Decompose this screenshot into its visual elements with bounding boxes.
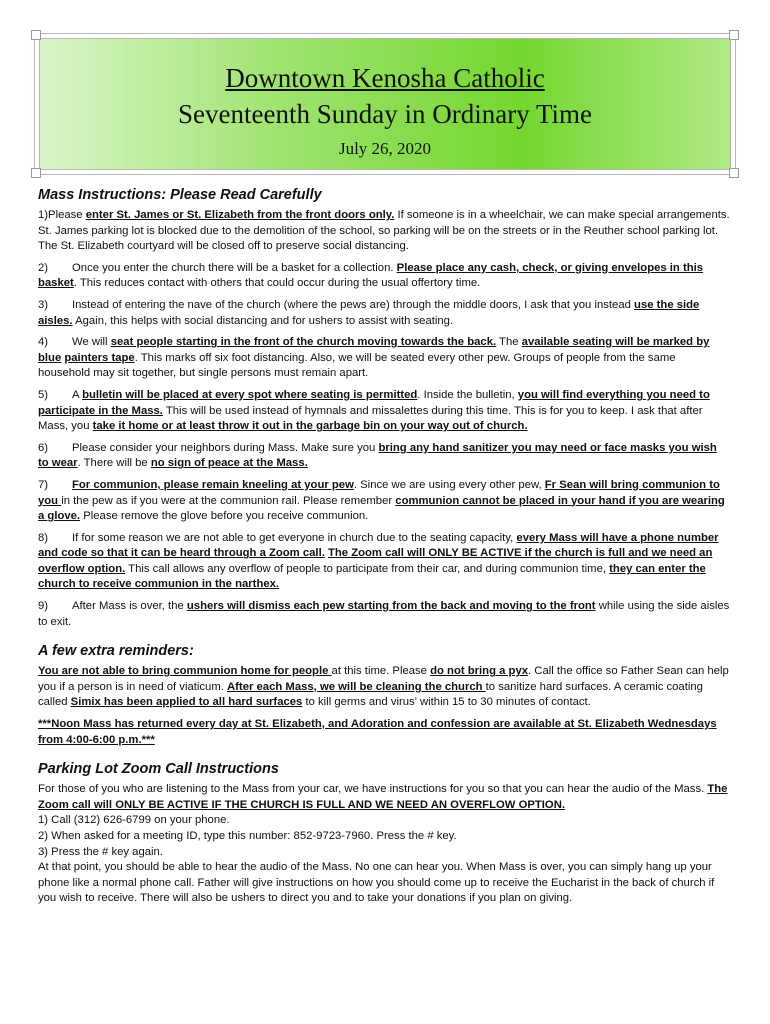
parking-step: 2) When asked for a meeting ID, type this number: 852-9723-7960. Press the # key. xyxy=(38,830,457,842)
header-banner-fill xyxy=(39,38,731,170)
body-text: at this time. Please xyxy=(331,665,431,678)
item-number: 2) xyxy=(38,261,49,274)
page-date: July 26, 2020 xyxy=(338,139,432,158)
body-text: This call allows any overflow of people to participate from their car, and during communion time, xyxy=(125,562,610,575)
body-text: 1)Please xyxy=(38,209,86,221)
reminder-paragraph xyxy=(38,664,730,711)
emphasized-text: seat people starting in the front of the church moving towards the back. xyxy=(110,336,497,349)
emphasized-text: you will find everything you need to participate in the Mass. xyxy=(38,388,710,417)
item-number: 8) xyxy=(38,531,49,544)
emphasized-text: bulletin will be placed at every spot where seating is permitted xyxy=(82,388,418,401)
parking-instructions xyxy=(38,782,730,907)
parking-step: 1) Call (312) 626-6799 on your phone. xyxy=(38,814,230,827)
mass-instructions-list xyxy=(38,208,730,630)
emphasized-text: do not bring a pyx xyxy=(430,665,529,678)
body-text: This will be used instead of hymnals and missalettes during this time. This is for you to keep. I ask that after Mass, you xyxy=(38,404,703,433)
page-title: Downtown Kenosha Catholic xyxy=(225,63,545,93)
body-text: The xyxy=(496,336,522,349)
item-number: 5) xyxy=(38,388,49,401)
item-number: 3) xyxy=(38,298,49,311)
instruction-item xyxy=(38,208,730,255)
instruction-item xyxy=(38,388,730,435)
instruction-item xyxy=(38,298,730,329)
body-text: while using the side aisles to exit. xyxy=(38,600,730,628)
emphasized-text: Fr Sean will bring communion to you xyxy=(38,478,720,507)
body-text: Instead of entering the nave of the church (where the pews are) through the middle doors, I ask that you instead xyxy=(72,298,635,311)
instruction-item xyxy=(38,531,730,593)
emphasized-text: ***Noon Mass has returned every day at St. Elizabeth, and Adoration and confession are available at St. Elizabeth Wednesdays from 4:00-6:00 p.m.*** xyxy=(38,718,717,746)
emphasized-text: enter St. James or St. Elizabeth from the front doors only. xyxy=(85,209,395,221)
parking-closing: At that point, you should be able to hear the audio of the Mass. No one can hear you. When Mass is over, you can simply hang up your phone like a normal phone call. Father will give instructions on how you should come up to receive the Eucharist in the back of church if you wish to receive. There will also be ushers to direct you and to take your donations if you plan on giving. xyxy=(38,861,715,905)
frame-corner xyxy=(31,30,41,40)
emphasized-text: communion cannot be placed in your hand if you are wearing a glove. xyxy=(38,494,725,523)
frame-corner xyxy=(31,168,41,178)
instruction-item xyxy=(38,261,730,292)
body-text: . Since we are using every other pew, xyxy=(353,478,545,491)
emphasized-text: every Mass will have a phone number and code so that it can be heard through a Zoom call. xyxy=(38,531,719,560)
emphasized-text: no sign of peace at the Mass. xyxy=(150,457,308,470)
emphasized-text: they can enter the church to receive communion in the narthex. xyxy=(38,562,706,591)
item-number: 6) xyxy=(38,441,49,454)
body-text: A xyxy=(72,388,83,401)
body-text: in the pew as if you were at the communion rail. Please remember xyxy=(61,494,396,507)
instruction-item xyxy=(38,478,730,525)
page-subtitle: Seventeenth Sunday in Ordinary Time xyxy=(178,99,592,129)
reminder-paragraph xyxy=(38,717,730,748)
body-text: If for some reason we are not able to get everyone in church due to the seating capacity, xyxy=(72,531,517,544)
body-text: Please remove the glove before you receive communion. xyxy=(80,510,369,523)
body-text: to kill germs and virus' within 15 to 30 minutes of contact. xyxy=(302,696,591,709)
body-text: . There will be xyxy=(77,457,151,470)
header-banner xyxy=(34,33,736,175)
body-text: . This marks off six foot distancing. Also, we will be seated every other pew. Groups of people from the same household may sit together, but single persons must remain apart. xyxy=(38,351,676,380)
emphasized-text: take it home or at least throw it out in the garbage bin on your way out of church. xyxy=(92,420,528,433)
body-text: For those of you who are listening to the Mass from your car, we have instructions for you so that you can hear the audio of the Mass. xyxy=(38,783,708,796)
emphasized-text: available seating will be marked by blue xyxy=(38,336,710,364)
frame-corner xyxy=(729,168,739,178)
document-body xyxy=(38,186,730,907)
body-text: After Mass is over, the xyxy=(72,600,187,613)
body-text: Please consider your neighbors during Mass. Make sure you xyxy=(72,441,379,454)
emphasized-text: The Zoom call will ONLY BE ACTIVE IF THE CHURCH IS FULL AND WE NEED AN OVERFLOW OPTION. xyxy=(38,783,728,811)
parking-heading: Parking Lot Zoom Call Instructions xyxy=(38,761,279,778)
body-text: to sanitize hard surfaces. A ceramic coating called xyxy=(38,680,703,709)
emphasized-text: ushers will dismiss each pew starting from the back and moving to the front xyxy=(186,600,596,613)
frame-corner xyxy=(729,30,739,40)
body-text: . Inside the bulletin, xyxy=(417,388,518,401)
emphasized-text: After each Mass, we will be cleaning the church xyxy=(227,680,486,693)
instruction-item xyxy=(38,335,730,382)
emphasized-text: You are not able to bring communion home for people xyxy=(38,665,332,678)
body-text: . Call the office so Father Sean can help you if a person is in need of viaticum. xyxy=(38,665,729,693)
item-number: 4) xyxy=(38,336,49,349)
emphasized-text: Please place any cash, check, or giving envelopes in this basket xyxy=(38,261,704,290)
parking-intro xyxy=(38,782,730,813)
body-text: Once you enter the church there will be a basket for a collection. xyxy=(72,261,397,274)
instruction-item xyxy=(38,599,730,630)
emphasized-text: bring any hand sanitizer you may need or face masks you wish to wear xyxy=(38,441,717,470)
emphasized-text: painters tape xyxy=(64,351,135,364)
body-text: We will xyxy=(72,336,111,349)
reminders-heading: A few extra reminders: xyxy=(38,643,194,660)
body-text: . This reduces contact with others that could occur during the usual offertory time. xyxy=(73,277,481,290)
item-number: 7) xyxy=(38,478,49,491)
body-text: Again, this helps with social distancing and for ushers to assist with seating. xyxy=(72,314,454,327)
item-number: 9) xyxy=(38,600,49,613)
body-text: If someone is in a wheelchair, we can make special arrangements. St. James parking lot is blocked due to the demolition of the school, so parking will be on the streets or in the Reuther school parking lot. The St. Elizabeth courtyard will be closed off to preserve social distancing. xyxy=(38,209,730,253)
emphasized-text: For communion, please remain kneeling at your pew xyxy=(72,478,354,491)
emphasized-text: Simix has been applied to all hard surfaces xyxy=(70,696,303,709)
mass-instructions-heading: Mass Instructions: Please Read Carefully xyxy=(38,187,322,203)
parking-step: 3) Press the # key again. xyxy=(38,845,163,858)
emphasized-text: use the side aisles. xyxy=(38,298,700,327)
instruction-item xyxy=(38,441,730,472)
emphasized-text: The Zoom call will ONLY BE ACTIVE if the church is full and we need an overflow option. xyxy=(38,547,713,575)
reminders-list xyxy=(38,664,730,748)
